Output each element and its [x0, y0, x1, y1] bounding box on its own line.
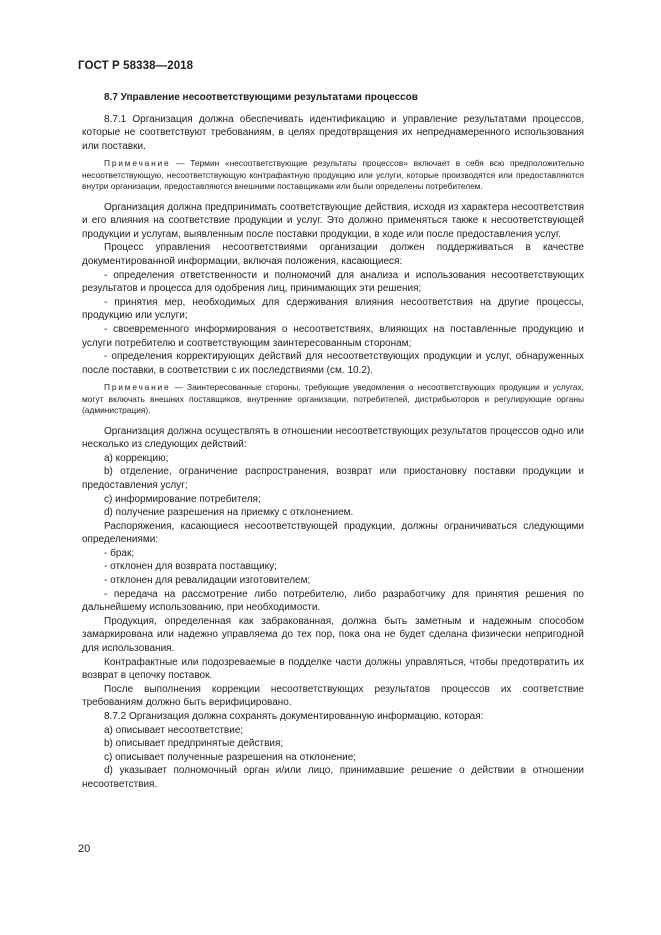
paragraph-counterfeit: Контрафактные или подозреваемые в подделке части должны управляться, чтобы предотвратить их возврат в цепочку поставок. — [82, 656, 584, 682]
list-item: a) коррекцию; — [104, 452, 169, 464]
list-item: a) описывает несоответствие; — [104, 724, 244, 736]
section-content — [82, 91, 584, 792]
list-item: d) получение разрешения на приемку с отклонением. — [104, 507, 354, 519]
note-1 — [82, 158, 584, 192]
section-title: 8.7 Управление несоответствующими результатами процессов — [104, 92, 418, 103]
list-item: - передача на рассмотрение либо потребителю, либо разработчику для принятия решения по дальнейшему использованию, при необходимости. — [82, 588, 584, 614]
paragraph-872: 8.7.2 Организация должна сохранять документированную информацию, которая: — [104, 711, 484, 722]
list-item: b) отделение, ограничение распространения, возврат или приостановку поставки продукции и предоставления услуг; — [82, 466, 584, 491]
standard-header: ГОСТ Р 58338—2018 — [78, 60, 194, 72]
list-item: c) информирование потребителя; — [104, 493, 261, 505]
paragraph-after-correction: После выполнения коррекции несоответствующих результатов процессов их соответствие требованиям должно быть верифицировано. — [82, 683, 584, 709]
list-item: d) указывает полномочный орган и/или лицо, принимавшие решение о действии в отношении несоответствия. — [82, 765, 584, 790]
list-item: c) описывает полученные разрешения на отклонение; — [104, 751, 357, 763]
list-item: b) описывает предпринятые действия; — [104, 738, 284, 750]
list-item: - отклонен для возврата поставщику; — [104, 561, 277, 573]
note-2-label: Примечание — [104, 382, 171, 393]
note-2 — [82, 382, 584, 416]
list-item: - брак; — [104, 547, 135, 559]
list-item: - принятия мер, необходимых для сдерживания влияния несоответствия на другие процессы, продукцию или услуги; — [82, 296, 584, 322]
paragraph-scrapped: Продукция, определенная как забракованная, должна быть заметным и надежным способом замаркирована или надежно управляема до тех пор, пока она не будет сделана физически непригодной для использования. — [82, 615, 584, 655]
list-item: - определения корректирующих действий для несоответствующих продукции и услуг, обнаруженных после поставки, в соответствии с их последствиями (см. 10.2). — [82, 351, 584, 376]
list-item: - своевременного информирования о несоответствиях, влияющих на поставленные продукцию и услуги потребителю и соответствующим заинтересованным сторонам; — [82, 323, 584, 349]
paragraph-871: 8.7.1 Организация должна обеспечивать идентификацию и управление результатами процессов, которые не соответствуют требованиям, в целях предотвращения их непреднамеренного использования или поставки. — [82, 113, 584, 152]
list-item: - отклонен для ревалидации изготовителем; — [104, 575, 311, 587]
list-item: - определения ответственности и полномочий для анализа и использования несоответствующих результатов и процесса для одобрения лиц, принимающих эти решения; — [82, 269, 584, 295]
note-2-text: — Заинтересованные стороны, требующие уведомления о несоответствующих продукции и услугах, могут включать внешних поставщиков, внутренние организации, потребителей, дистрибьюторов и регулирующие органы (администрация). — [82, 382, 584, 416]
paragraph-actions: Организация должна предпринимать соответствующие действия, исходя из характера несоответствия и его влияния на соответствие продукции и услуг. Это должно применяться также к несоответствующей продукции и услугам, выявленным после поставки продукции, в ходе или после предоставления услуг. — [82, 201, 584, 240]
note-1-label: Примечание — [104, 158, 171, 169]
page-number: 20 — [78, 843, 91, 855]
paragraph-disposition: Распоряжения, касающиеся несоответствующей продукции, должны ограничиваться следующими определениями: — [82, 520, 584, 546]
paragraph-process: Процесс управления несоответствиями организации должен поддерживаться в качестве документированной информации, включая положения, касающиеся: — [82, 242, 584, 267]
note-1-text: — Термин «несоответствующие результаты процессов» включает в себя всю предположительно несоответствующую, несоответствующую контрафактную продукцию или услуги, которые производятся или предоставляются внутри организации, предоставляются внешними поставщиками или были определены потребителем. — [82, 158, 584, 192]
paragraph-one-or-more: Организация должна осуществлять в отношении несоответствующих результатов процессов одно или несколько из следующих действий: — [82, 425, 584, 451]
